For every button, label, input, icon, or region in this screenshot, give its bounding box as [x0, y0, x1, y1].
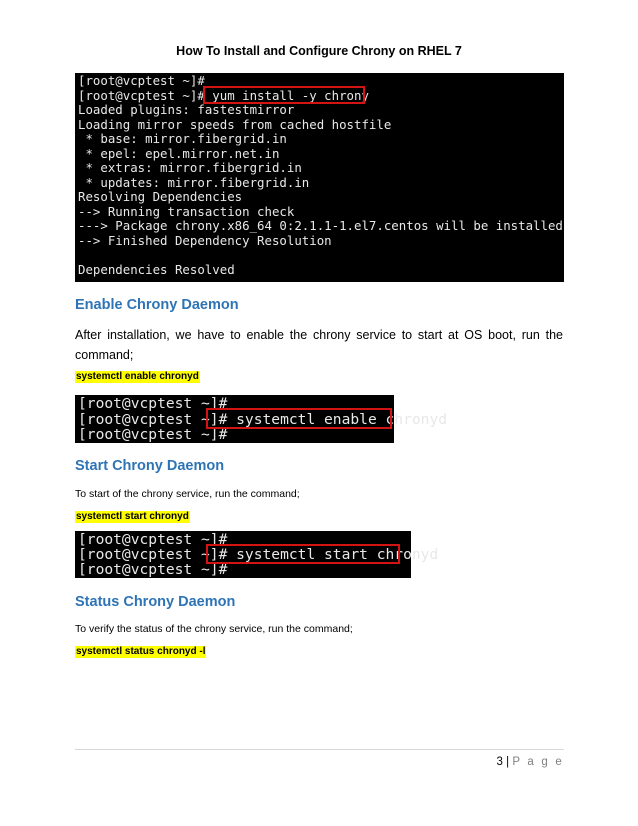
page-number: 3: [496, 756, 503, 768]
terminal-line: * updates: mirror.fibergrid.in: [78, 174, 310, 190]
start-description: To start of the chrony service, run the command;: [75, 488, 300, 500]
terminal-screenshot-enable: [75, 395, 448, 443]
highlight-box: [206, 544, 400, 564]
enable-description: After installation, we have to enable the chrony service to start at OS boot, run the command;: [75, 328, 563, 362]
terminal-line: [root@vcptest ~]#: [78, 531, 228, 548]
terminal-line: --> Finished Dependency Resolution: [78, 232, 332, 248]
terminal-screenshot-start: [75, 531, 439, 578]
terminal-line: [root@vcptest ~]#: [78, 395, 228, 412]
terminal-line: * extras: mirror.fibergrid.in: [78, 160, 302, 175]
terminal-line: Dependencies Resolved: [78, 261, 235, 277]
terminal-line: [root@vcptest ~]# systemctl start chronyd: [78, 546, 439, 563]
command-enable: systemctl enable chronyd: [76, 371, 199, 382]
status-description: To verify the status of the chrony service, run the command;: [75, 623, 353, 635]
terminal-line: * base: mirror.fibergrid.in: [78, 131, 287, 146]
heading-enable-chrony: Enable Chrony Daemon: [75, 297, 239, 313]
terminal-line: * epel: epel.mirror.net.in: [78, 145, 280, 161]
page-title: How To Install and Configure Chrony on RHEL 7: [176, 44, 462, 58]
page-label: P a g e: [512, 756, 564, 768]
terminal-line: Resolving Dependencies: [78, 189, 243, 204]
terminal-line: [root@vcptest ~]#: [78, 426, 228, 443]
terminal-line: [root@vcptest ~]# yum install -y chrony: [78, 87, 369, 103]
terminal-line: [root@vcptest ~]#: [78, 561, 228, 578]
command-start: systemctl start chronyd: [76, 511, 189, 522]
highlight-box: [206, 408, 392, 429]
command-status: systemctl status chronyd -l: [76, 646, 206, 657]
heading-status-chrony: Status Chrony Daemon: [75, 594, 236, 610]
terminal-line: Loaded plugins: fastestmirror: [78, 102, 295, 117]
heading-start-chrony: Start Chrony Daemon: [75, 458, 225, 474]
terminal-line: [root@vcptest ~]#: [78, 73, 205, 88]
terminal-line: --> Running transaction check: [78, 203, 295, 219]
terminal-screenshot-install: [75, 73, 564, 282]
page-footer: [497, 756, 564, 768]
highlight-box: [203, 86, 365, 104]
footer-separator: |: [506, 756, 510, 768]
footer-divider: [75, 749, 564, 750]
terminal-line: ---> Package chrony.x86_64 0:2.1.1-1.el7.centos will be installed: [78, 218, 563, 233]
terminal-line: Loading mirror speeds from cached hostfile: [78, 116, 392, 132]
terminal-line: [root@vcptest ~]# systemctl enable chronyd: [78, 410, 448, 428]
